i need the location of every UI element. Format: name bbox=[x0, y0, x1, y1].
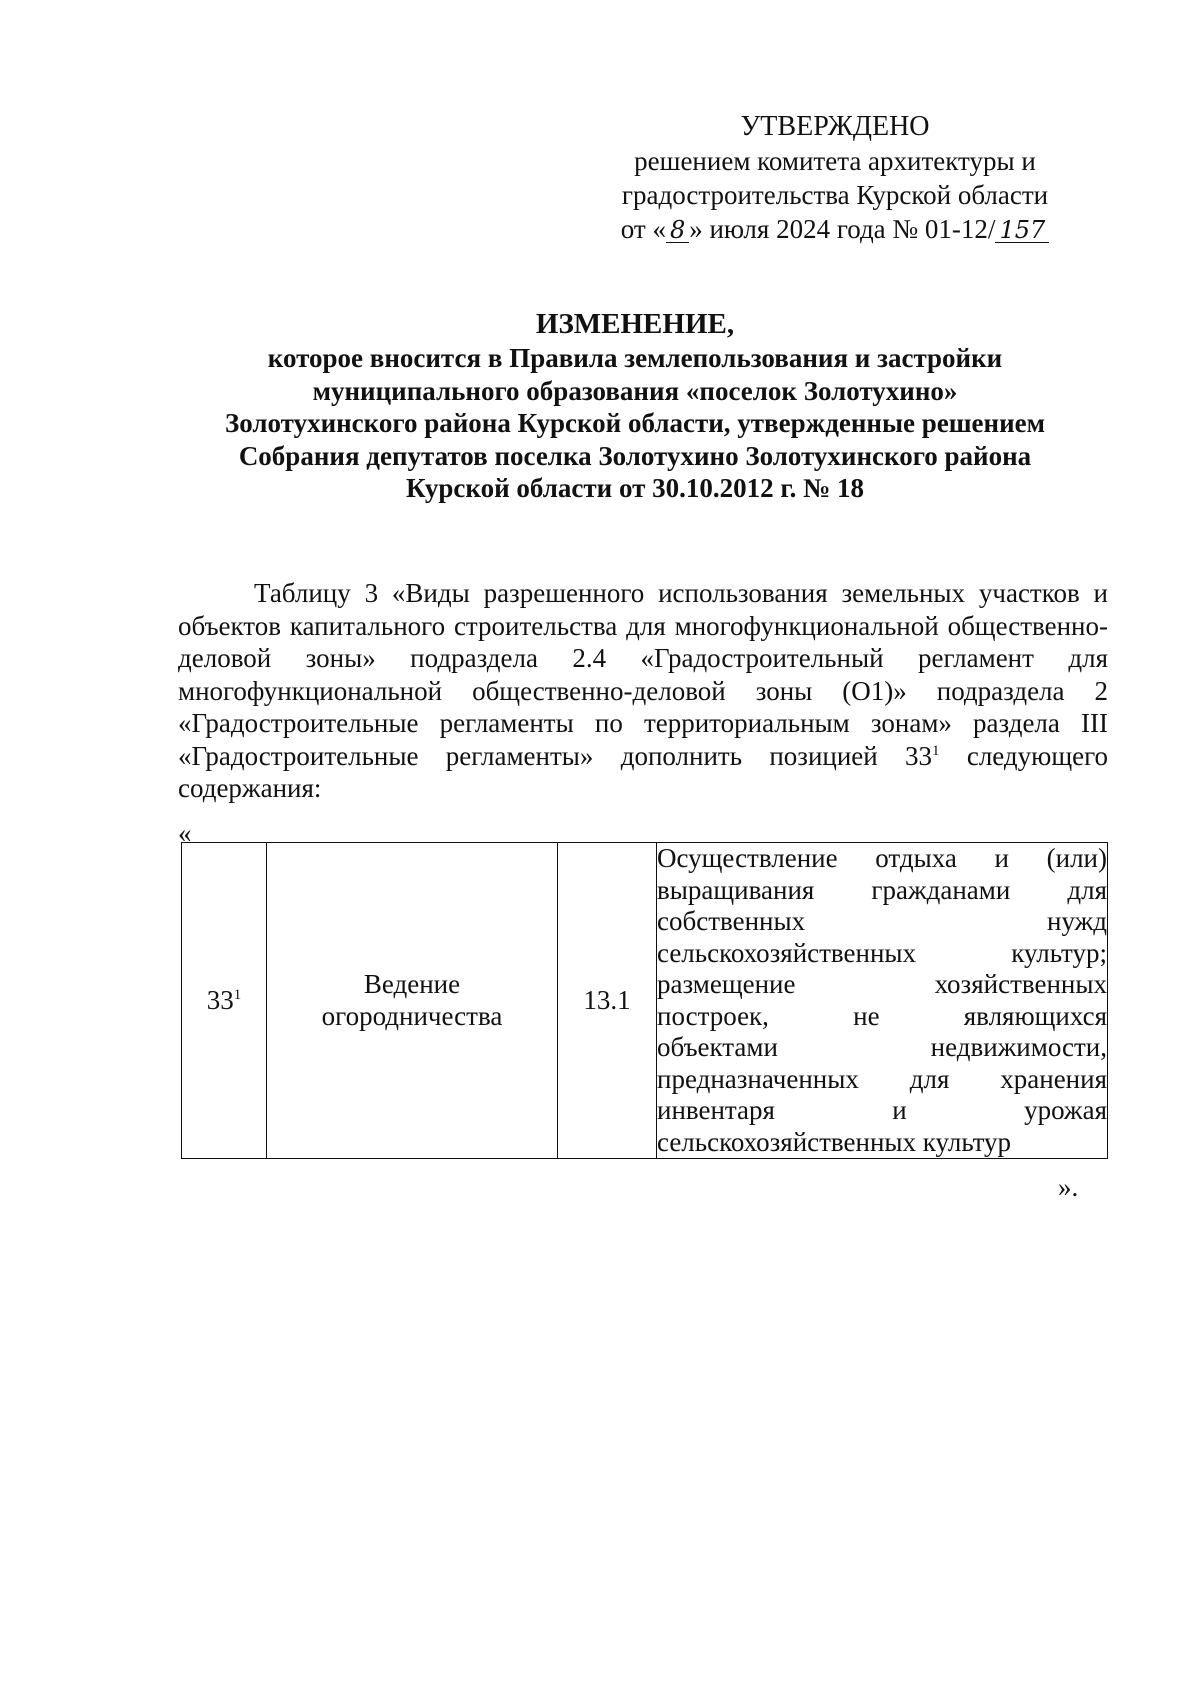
cell-use-name bbox=[267, 843, 558, 1159]
description-line: собственных нужд bbox=[657, 906, 1107, 936]
amendment-table bbox=[181, 842, 1108, 1159]
body-text-main: Таблицу 3 «Виды разрешенного использования земельных участков и объектов капитального строительства для многофункциональной общественно-деловой зоны» подраздела 2.4 «Градостроительный регламент для многофункциональной общественно-деловой зоны (О1)» подраздела 2 «Градостроительные регламенты по территориальным зонам» раздела III «Градостроительные регламенты» дополнить позицией 33 bbox=[178, 578, 1108, 771]
closing-quote: ». bbox=[1058, 1172, 1079, 1202]
position-number: 33 bbox=[206, 984, 234, 1015]
heading-line-1: которое вносится в Правила землепользования и застройки bbox=[267, 343, 1003, 373]
approval-line-1: решением комитета архитектуры и bbox=[634, 146, 1036, 176]
approval-date-middle: » июля 2024 года № 01-12/ bbox=[689, 214, 996, 244]
document-heading bbox=[160, 306, 1110, 505]
description-line: Осуществление отдыха и (или) bbox=[657, 843, 1107, 873]
use-name-line-1: Ведение bbox=[363, 969, 461, 999]
opening-quote: « bbox=[178, 818, 192, 848]
description-line: объектами недвижимости, bbox=[657, 1032, 1107, 1062]
description-line: построек, не являющихся bbox=[657, 1000, 1107, 1031]
description-line: размещение хозяйственных bbox=[657, 969, 1107, 999]
body-paragraph bbox=[178, 577, 1108, 805]
handwritten-day: 8 bbox=[666, 218, 689, 243]
body-text-tail: следующего содержания: bbox=[178, 740, 1109, 803]
approval-title: УТВЕРЖДЕНО bbox=[740, 111, 930, 142]
description-line: выращивания гражданами для bbox=[657, 874, 1107, 905]
approval-date-prefix: от « bbox=[620, 214, 666, 244]
table-row bbox=[182, 843, 1108, 1159]
heading-line-4: Собрания депутатов поселка Золотухино Золотухинского района bbox=[238, 440, 1032, 471]
cell-use-code: 13.1 bbox=[558, 843, 657, 1159]
heading-line-3: Золотухинского района Курской области, утвержденные решением bbox=[224, 408, 1046, 438]
cell-use-description bbox=[657, 843, 1108, 1159]
description-line: сельскохозяйственных культур bbox=[657, 1126, 1012, 1157]
heading-line-5: Курской области от 30.10.2012 г. № 18 bbox=[406, 473, 864, 503]
description-line: инвентаря и урожая bbox=[657, 1095, 1107, 1125]
description-line: предназначенных для хранения bbox=[657, 1063, 1107, 1094]
heading-line-2: муниципального образования «поселок Золотухино» bbox=[312, 375, 958, 406]
description-line: сельскохозяйственных культур; bbox=[657, 937, 1107, 968]
approval-stamp bbox=[600, 110, 1070, 246]
approval-date-line bbox=[600, 212, 1070, 246]
approval-line-2: градостроительства Курской области bbox=[621, 180, 1049, 210]
body-position-superscript: 1 bbox=[932, 742, 940, 759]
use-name-line-2: огородничества bbox=[321, 1000, 503, 1031]
cell-position-number bbox=[182, 843, 267, 1159]
document-title: ИЗМЕНЕНИЕ, bbox=[535, 308, 735, 340]
position-number-superscript: 1 bbox=[233, 986, 242, 1003]
handwritten-number: 157 bbox=[995, 218, 1049, 243]
